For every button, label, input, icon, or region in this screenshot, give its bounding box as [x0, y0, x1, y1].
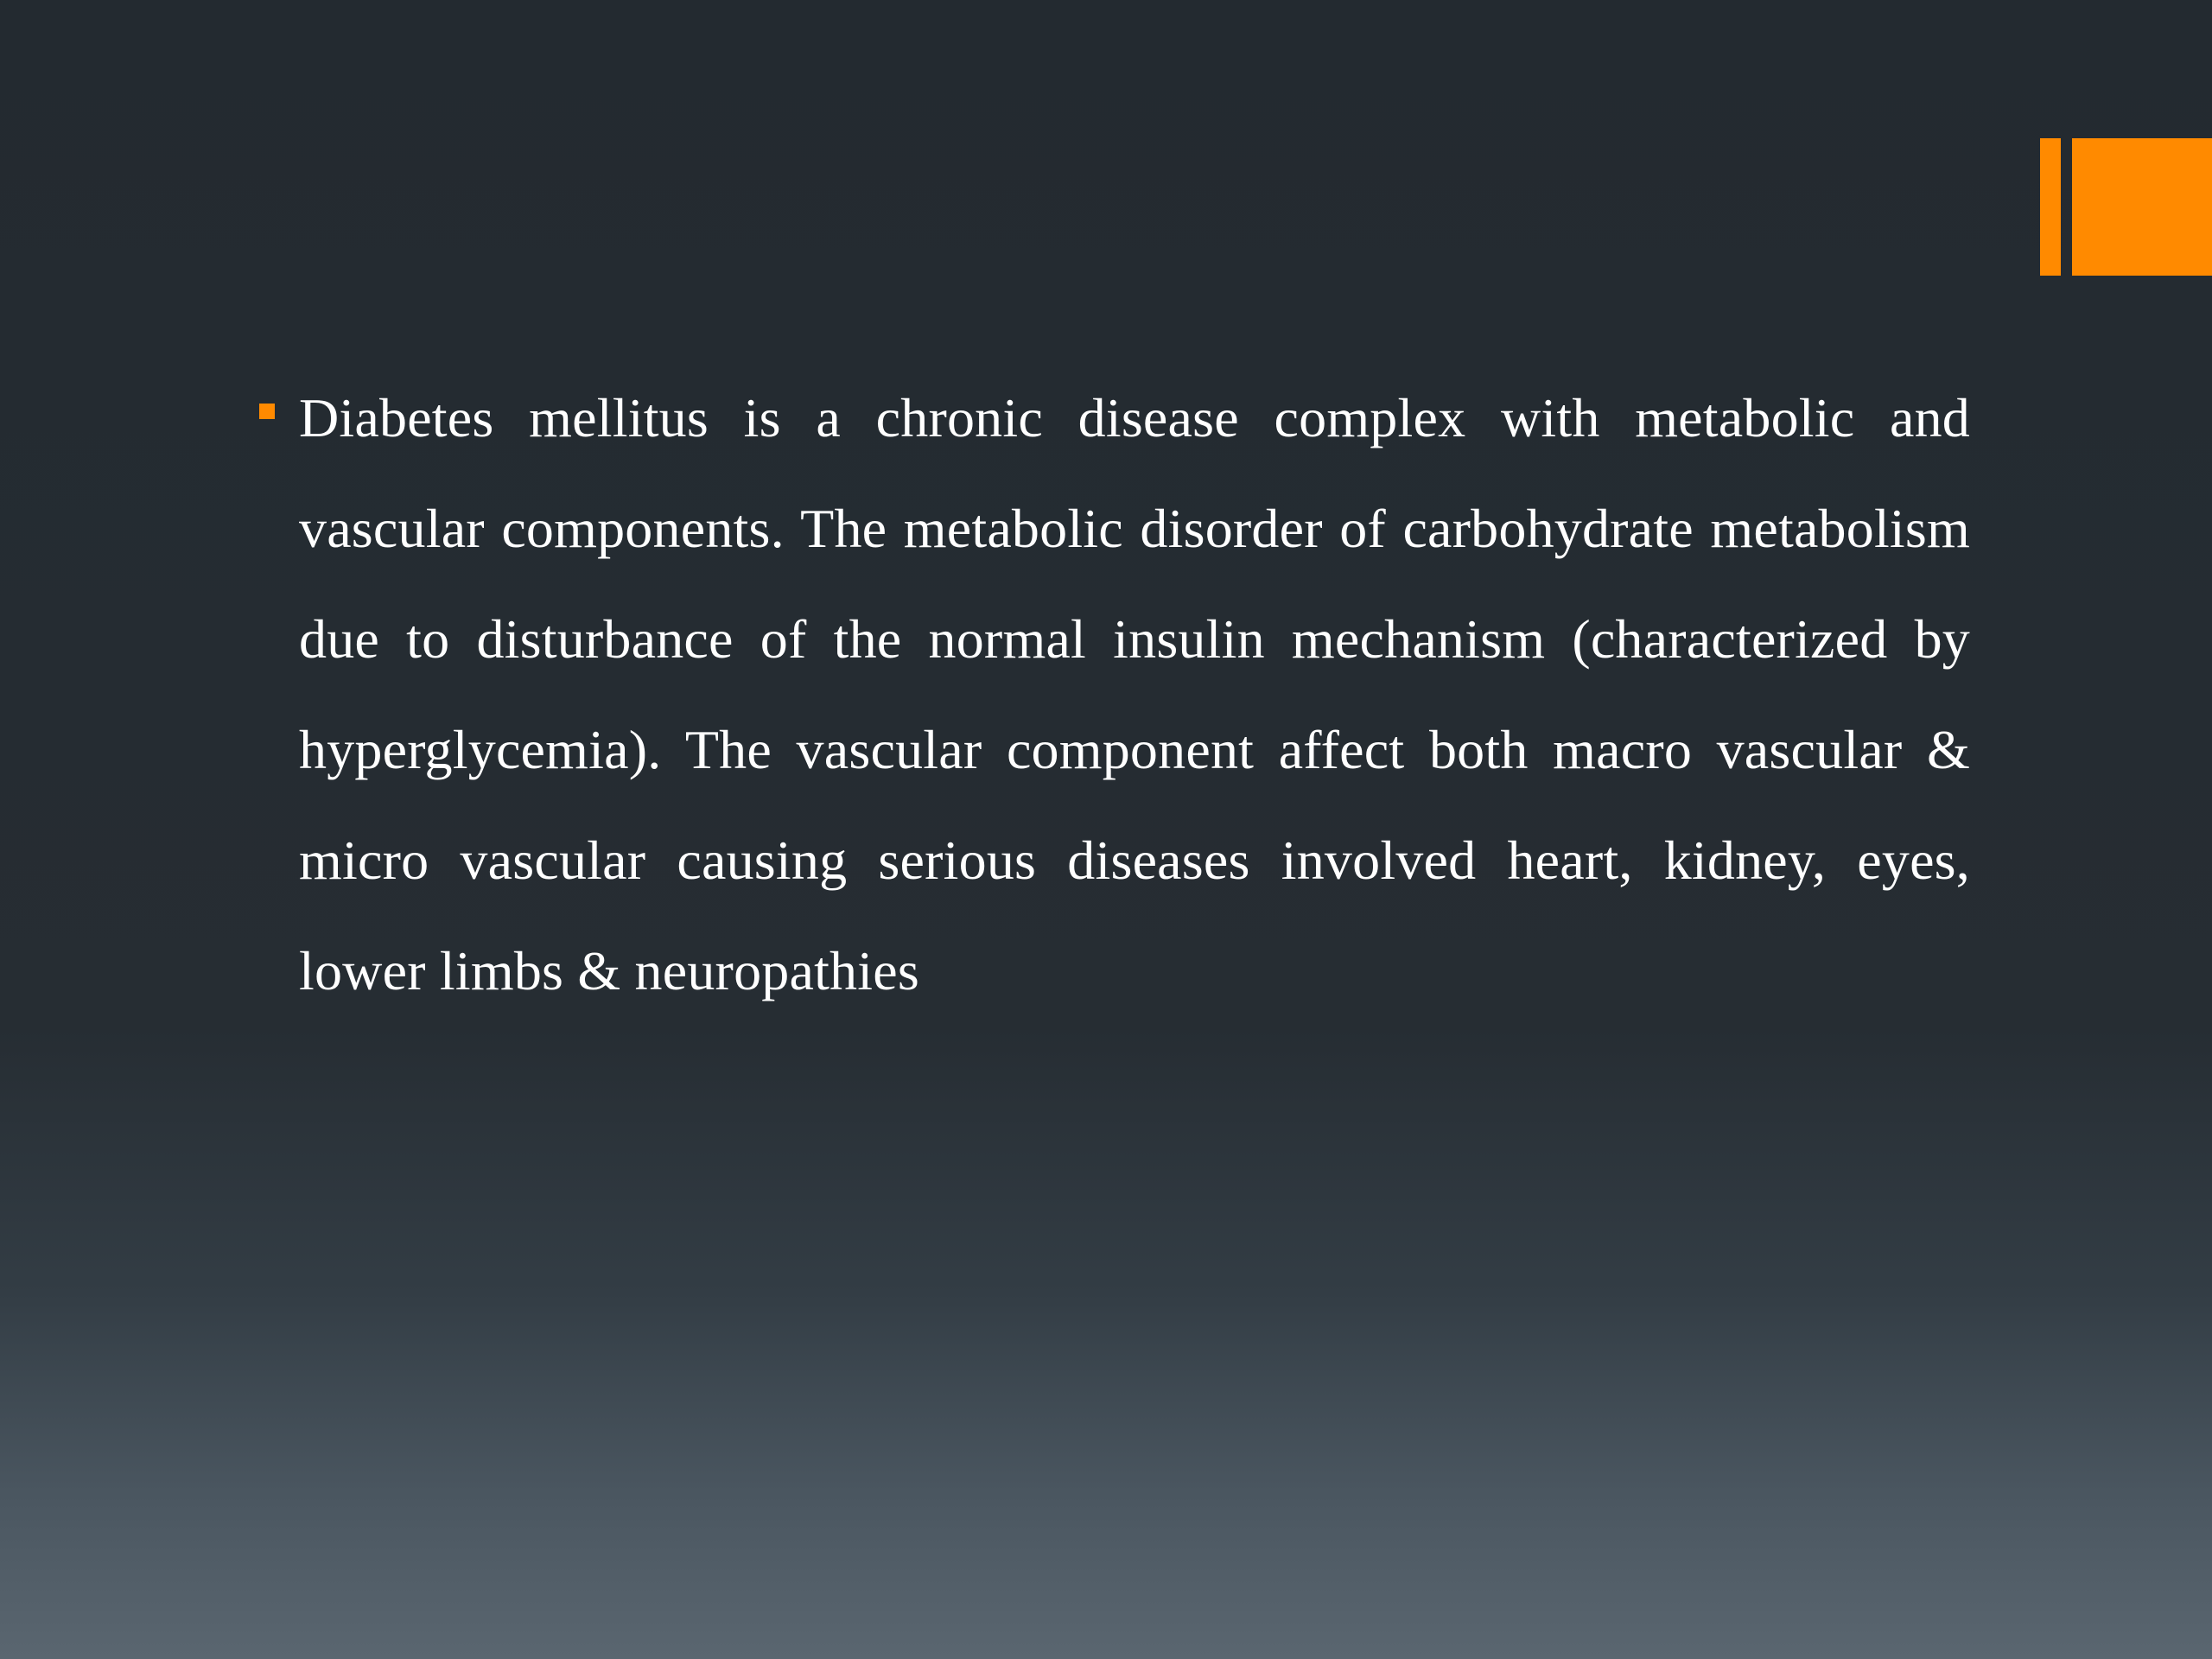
accent-bar-thin [2040, 138, 2061, 276]
accent-bar-block [2072, 138, 2212, 276]
bullet-item [259, 363, 1970, 1027]
square-bullet-icon [259, 404, 275, 419]
slide-content [259, 363, 1970, 1027]
bullet-text: Diabetes mellitus is a chronic disease complex with metabolic and vascular components. The metabolic disorder of carbohydrate metabolism due to disturbance of the normal insulin mechanism (characterized by hyperglycemia). The vascular component affect both macro vascular & micro vascular causing serious diseases involved heart, kidney, eyes, lower limbs & neuropathies [299, 387, 1970, 1001]
